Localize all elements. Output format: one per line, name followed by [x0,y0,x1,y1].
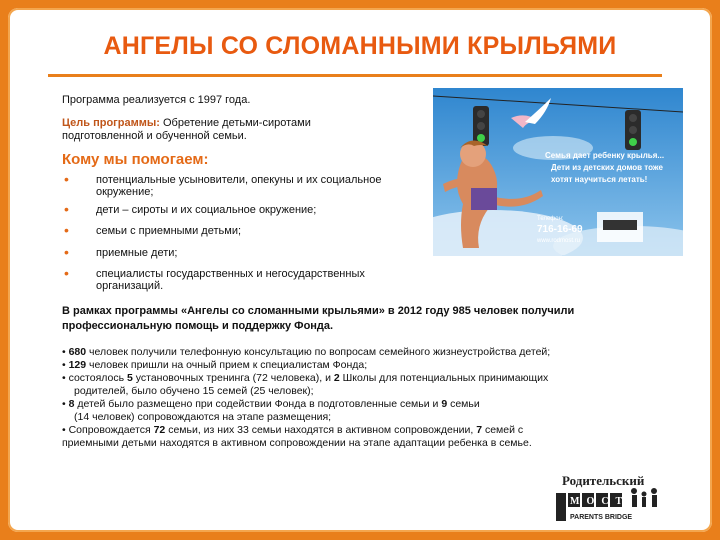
parents-bridge-logo [550,469,674,529]
svg-text:Родительский: Родительский [562,473,645,488]
program-goal [62,117,392,143]
svg-text:Телефон:: Телефон: [537,216,564,222]
svg-text:PARENTS BRIDGE: PARENTS BRIDGE [570,514,633,521]
svg-text:www.rodmost.ru: www.rodmost.ru [537,238,581,244]
svg-text:МОСТ: МОСТ [570,496,630,507]
svg-text:хотят научиться летать!: хотят научиться летать! [551,175,648,184]
list-item: • 8 детей было размещено при содействии Фонда в подготовленные семьи и 9 семьи (14 человек) сопровождаются на этапе размещения; [62,398,480,423]
svg-text:Дети из детских домов тоже: Дети из детских домов тоже [551,163,663,172]
slide [8,8,712,532]
summary-paragraph: В рамках программы «Ангелы со сломанными крыльями» в 2012 году 985 человек получили профессиональную помощь и поддержку Фонда. [62,305,575,332]
svg-text:716-16-69: 716-16-69 [537,224,583,235]
page-title: АНГЕЛЫ СО СЛОМАННЫМИ КРЫЛЬЯМИ [103,32,617,60]
goal-text: Обретение детьми-сиротами подготовленной и обученной семьи. [62,117,311,142]
intro-text: Программа реализуется с 1997 года. [62,94,251,106]
list-item: • дети – сироты и их социальное окружение; [64,201,317,217]
help-heading: Кому мы помогаем: [62,151,209,168]
title-divider [48,74,662,77]
svg-text:Семья дает ребенку крылья...: Семья дает ребенку крылья... [545,151,665,160]
help-list [62,171,402,292]
list-item: • состоялось 5 установочных тренинга (72 человека), и 2 Школы для потенциальных принимающих родителей, было обучено 15 семей (25 человек); [62,372,549,397]
list-item: • специалисты государственных и негосударственных организаций. [64,265,365,292]
bullet-icon: • [64,244,69,260]
list-item: • семьи с приемными детьми; [64,222,242,238]
bullet-icon: • [64,265,69,281]
list-item: • Сопровождается 72 семьи, из них 33 семьи находятся в активном сопровождении, 7 семей с приемными детьми находятся в активном сопровождении на этапе адаптации ребенка в семье. [62,424,532,449]
list-item: • потенциальные усыновители, опекуны и их социальное окружение; [64,171,382,198]
poster-illustration [433,88,683,256]
list-item: • 680 человек получили телефонную консультацию по вопросам семейного жизнеустройства детей; [62,346,551,358]
program-poster [433,88,683,256]
list-item: • 129 человек пришли на очный прием к специалистам Фонда; [62,359,368,371]
goal-label: Цель программы: [62,117,160,129]
bullet-icon: • [64,222,69,238]
bullet-icon: • [64,201,69,217]
stats-list [62,346,652,450]
list-item: • приемные дети; [64,244,178,260]
bullet-icon: • [64,171,69,187]
